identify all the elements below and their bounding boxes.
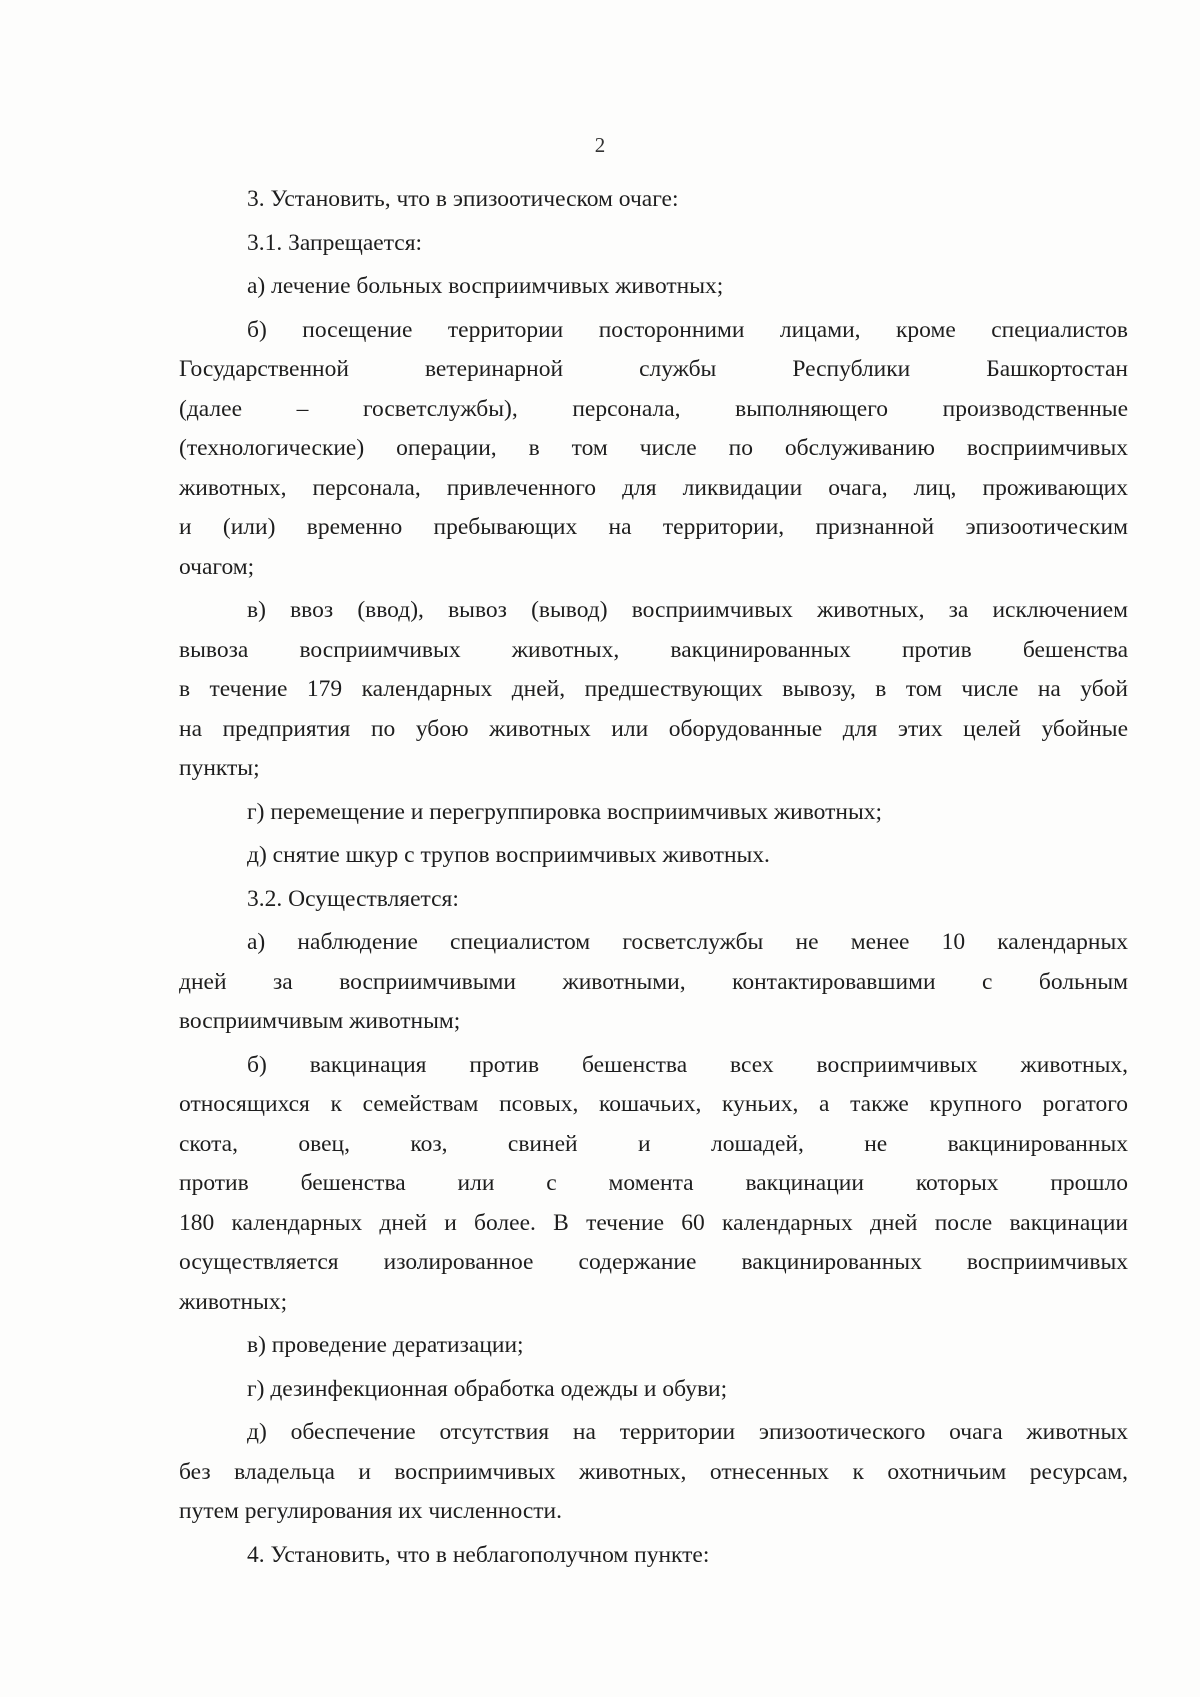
paragraph [179, 836, 1128, 876]
paragraph [179, 880, 1128, 920]
text-line: дней за восприимчивыми животными, контактировавшими с больным [179, 968, 1128, 995]
text-line: б) посещение территории посторонними лицами, кроме специалистов [247, 316, 1128, 343]
text-line: 4. Установить, что в неблагополучном пункте: [247, 1541, 710, 1568]
text-line: очагом; [179, 553, 255, 580]
paragraph [179, 1370, 1128, 1410]
text-line: скота, овец, коз, свиней и лошадей, не вакцинированных [179, 1130, 1128, 1157]
text-line: без владельца и восприимчивых животных, отнесенных к охотничьим ресурсам, [179, 1458, 1128, 1485]
text-line: в) ввоз (ввод), вывоз (вывод) восприимчивых животных, за исключением [247, 597, 1128, 623]
text-line: д) снятие шкур с трупов восприимчивых животных. [247, 842, 770, 868]
paragraph [179, 1413, 1128, 1532]
text-line: и (или) временно пребывающих на территории, признанной эпизоотическим [179, 514, 1128, 540]
text-line: г) перемещение и перегруппировка восприимчивых животных; [247, 798, 883, 825]
text-line: пункты; [179, 755, 260, 781]
text-line: восприимчивым животным; [179, 1008, 461, 1034]
paragraph [179, 1046, 1128, 1323]
paragraph [179, 793, 1128, 833]
text-line: против бешенства или с момента вакцинации которых прошло [179, 1170, 1128, 1196]
paragraph [179, 224, 1128, 264]
text-line: животных, персонала, привлеченного для ликвидации очага, лиц, проживающих [179, 474, 1128, 501]
text-line: 3.2. Осуществляется: [247, 885, 459, 912]
text-line: животных; [179, 1288, 288, 1315]
paragraph [179, 923, 1128, 1042]
text-line: 3. Установить, что в эпизоотическом очаге: [247, 186, 679, 212]
text-line: (технологические) операции, в том числе по обслуживанию восприимчивых [179, 435, 1128, 461]
text-line: г) дезинфекционная обработка одежды и обуви; [247, 1375, 728, 1402]
paragraph [179, 1326, 1128, 1366]
text-line: 180 календарных дней и более. В течение 60 календарных дней после вакцинации [179, 1209, 1128, 1236]
text-line: на предприятия по убою животных или оборудованные для этих целей убойные [179, 715, 1128, 742]
text-line: а) наблюдение специалистом госветслужбы не менее 10 календарных [247, 929, 1128, 955]
paragraph [179, 180, 1128, 220]
paragraph [179, 267, 1128, 307]
text-line: в) проведение дератизации; [247, 1332, 524, 1358]
page-number: 2 [594, 133, 606, 157]
text-line: (далее – госветслужбы), персонала, выполняющего производственные [179, 395, 1128, 422]
text-line: путем регулирования их численности. [179, 1498, 562, 1524]
text-line: 3.1. Запрещается: [247, 229, 423, 256]
text-line: а) лечение больных восприимчивых животных; [247, 273, 724, 299]
text-line: осуществляется изолированное содержание вакцинированных восприимчивых [179, 1249, 1128, 1275]
text-line: б) вакцинация против бешенства всех восприимчивых животных, [247, 1051, 1128, 1078]
document-body [179, 180, 1128, 1575]
paragraph [179, 591, 1128, 789]
text-line: в течение 179 календарных дней, предшествующих вывозу, в том числе на убой [179, 676, 1128, 702]
text-line: относящихся к семействам псовых, кошачьих, куньих, а также крупного рогатого [179, 1091, 1128, 1117]
text-line: д) обеспечение отсутствия на территории эпизоотического очага животных [247, 1419, 1128, 1445]
text-line: вывоза восприимчивых животных, вакцинированных против бешенства [179, 636, 1128, 663]
paragraph [179, 1536, 1128, 1576]
text-line: Государственной ветеринарной службы Республики Башкортостан [179, 356, 1128, 382]
paragraph [179, 311, 1128, 588]
